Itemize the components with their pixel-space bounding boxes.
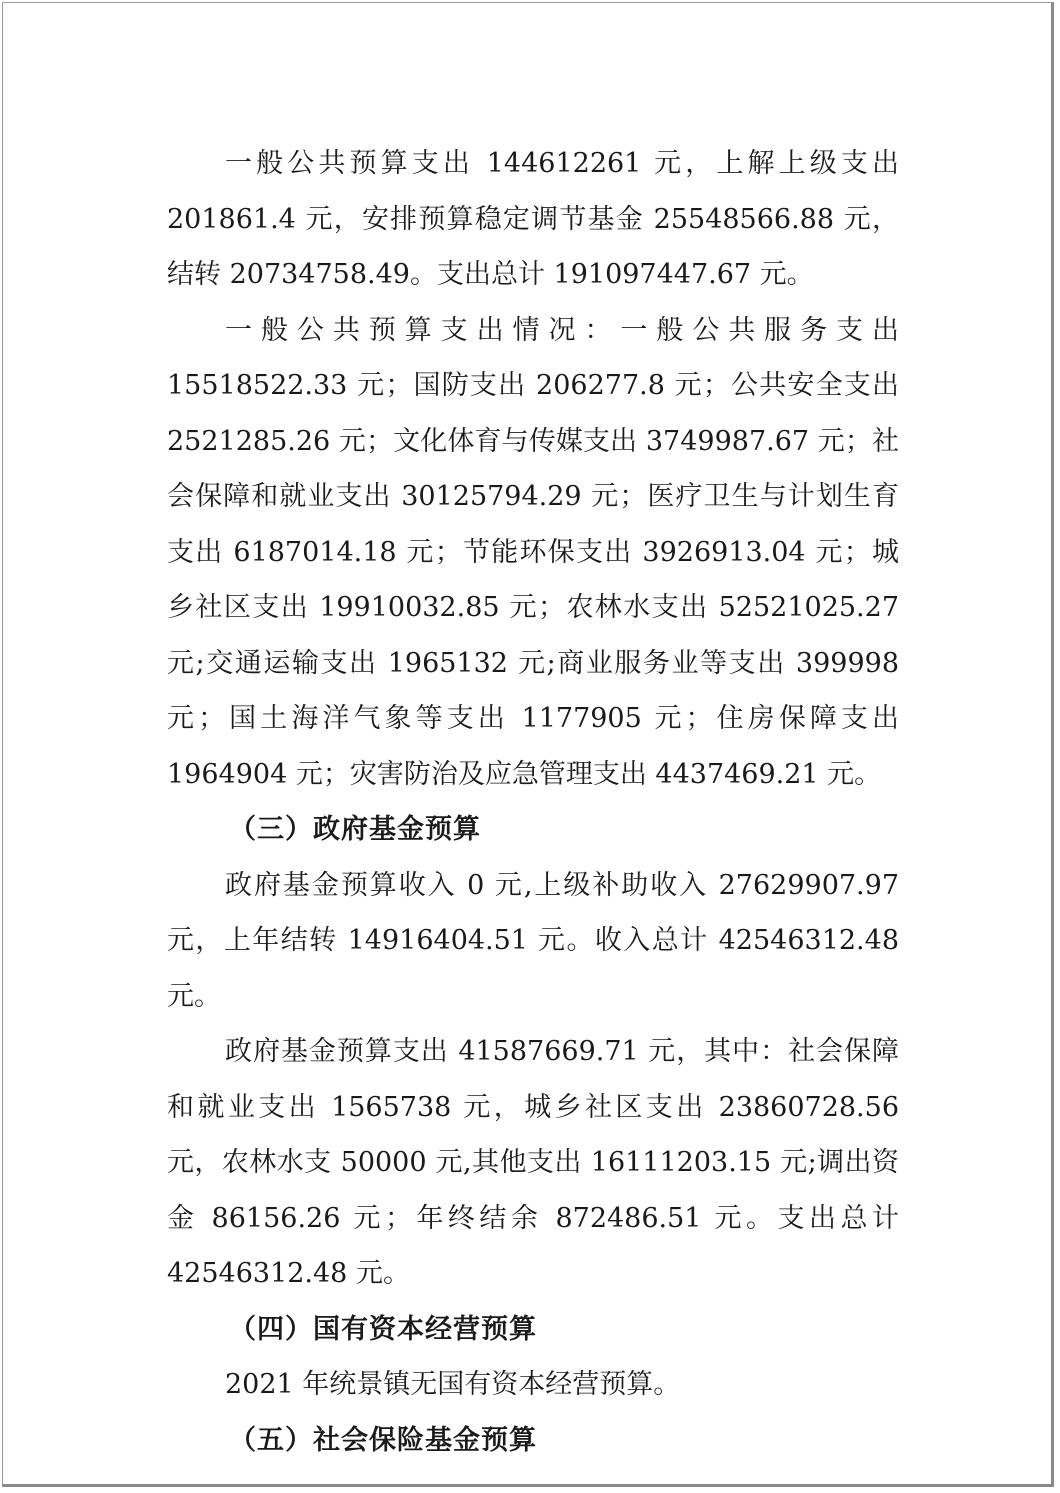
paragraph-government-fund-income: 政府基金预算收入 0 元,上级补助收入 27629907.97 元，上年结转 14916404.51 元。收入总计 42546312.48 元。	[167, 869, 899, 1012]
document-page	[2, 2, 1054, 1487]
heading-social-insurance-fund-budget: （五）社会保险基金预算	[229, 1424, 537, 1456]
paragraph-general-budget-expenditure: 一般公共预算支出 144612261 元，上解上级支出 201861.4 元，安排预算稳定调节基金 25548566.88 元，结转 20734758.49。支出总计 191097447.67 元。	[167, 148, 899, 290]
heading-government-fund-budget: （三）政府基金预算	[229, 814, 481, 845]
paragraph-government-fund-expenditure: 政府基金预算支出 41587669.71 元，其中：社会保障和就业支出 1565738 元，城乡社区支出 23860728.56 元，农林水支 50000 元,其他支出 16111203.15 元;调出资金 86156.26 元；年终结余 872486.51 元。支出总计 42546312.48 元。	[167, 1036, 899, 1289]
document-body	[167, 136, 899, 1468]
paragraph-state-capital-budget: 2021 年统景镇无国有资本经营预算。	[225, 1369, 681, 1400]
heading-state-capital-budget: （四）国有资本经营预算	[229, 1313, 537, 1345]
paragraph-general-budget-breakdown: 一般公共预算支出情况：一般公共服务支出 15518522.33 元；国防支出 206277.8 元；公共安全支出 2521285.26 元；文化体育与传媒支出 3749987.67 元；社会保障和就业支出 30125794.29 元；医疗卫生与计划生育支出 6187014.18 元；节能环保支出 3926913.04 元；城乡社区支出 19910032.85 元；农林水支出 52521025.27 元;交通运输支出 1965132 元;商业服务业等支出 399998 元；国土海洋气象等支出 1177905 元；住房保障支出 1964904 元；灾害防治及应急管理支出 4437469.21 元。	[167, 314, 899, 790]
